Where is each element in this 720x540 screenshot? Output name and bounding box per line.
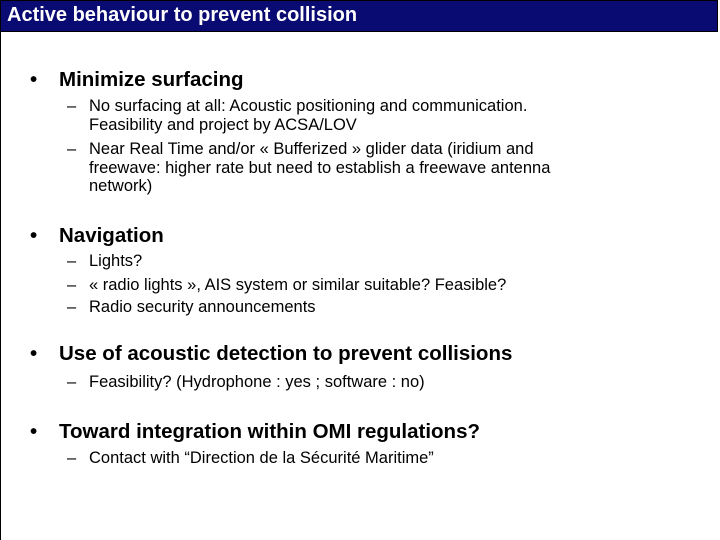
dash-marker: – [67, 298, 77, 316]
sub-item [67, 252, 142, 271]
sub-item-line: Contact with “Direction de la Sécurité Maritime” [89, 449, 434, 467]
slide-title: Active behaviour to prevent collision [7, 4, 358, 26]
dash-marker: – [67, 97, 77, 115]
sub-item [67, 298, 316, 317]
sub-item-line: Near Real Time and/or « Bufferized » glider data (iridium and [89, 140, 534, 158]
dash-marker: – [67, 276, 77, 294]
sub-item [67, 97, 527, 134]
sub-item [67, 276, 506, 295]
dash-marker: – [67, 449, 77, 467]
sub-item-line: Feasibility? (Hydrophone : yes ; software : no) [89, 373, 425, 391]
bullet-marker: • [30, 68, 38, 91]
title-bar [0, 0, 718, 32]
sub-item-line: Feasibility and project by ACSA/LOV [89, 115, 357, 134]
bullet-heading: Toward integration within OMI regulations? [59, 420, 481, 443]
bullet-heading: Use of acoustic detection to prevent collisions [59, 342, 513, 365]
bullet-marker: • [30, 224, 38, 247]
sub-item-line: Radio security announcements [89, 298, 316, 316]
sub-item [67, 140, 550, 196]
bullet-marker: • [30, 420, 38, 443]
sub-item [67, 373, 425, 392]
left-border-rule [0, 32, 1, 540]
bullet-minimize-surfacing [30, 68, 244, 92]
bullet-acoustic-detection [30, 342, 512, 366]
sub-item-line: network) [89, 177, 153, 195]
bullet-heading: Navigation [59, 224, 164, 247]
bullet-marker: • [30, 342, 38, 365]
bullet-heading: Minimize surfacing [59, 68, 244, 91]
dash-marker: – [67, 252, 77, 270]
sub-item-line: No surfacing at all: Acoustic positioning and communication. [89, 97, 528, 115]
sub-item-line: Lights? [89, 252, 143, 270]
bullet-omi-regulations [30, 420, 480, 444]
dash-marker: – [67, 373, 77, 391]
sub-item [67, 449, 434, 468]
dash-marker: – [67, 140, 77, 158]
bullet-navigation [30, 224, 164, 248]
sub-item-line: « radio lights », AIS system or similar suitable? Feasible? [89, 276, 507, 294]
sub-item-line: freewave: higher rate but need to establish a freewave antenna [89, 158, 551, 177]
